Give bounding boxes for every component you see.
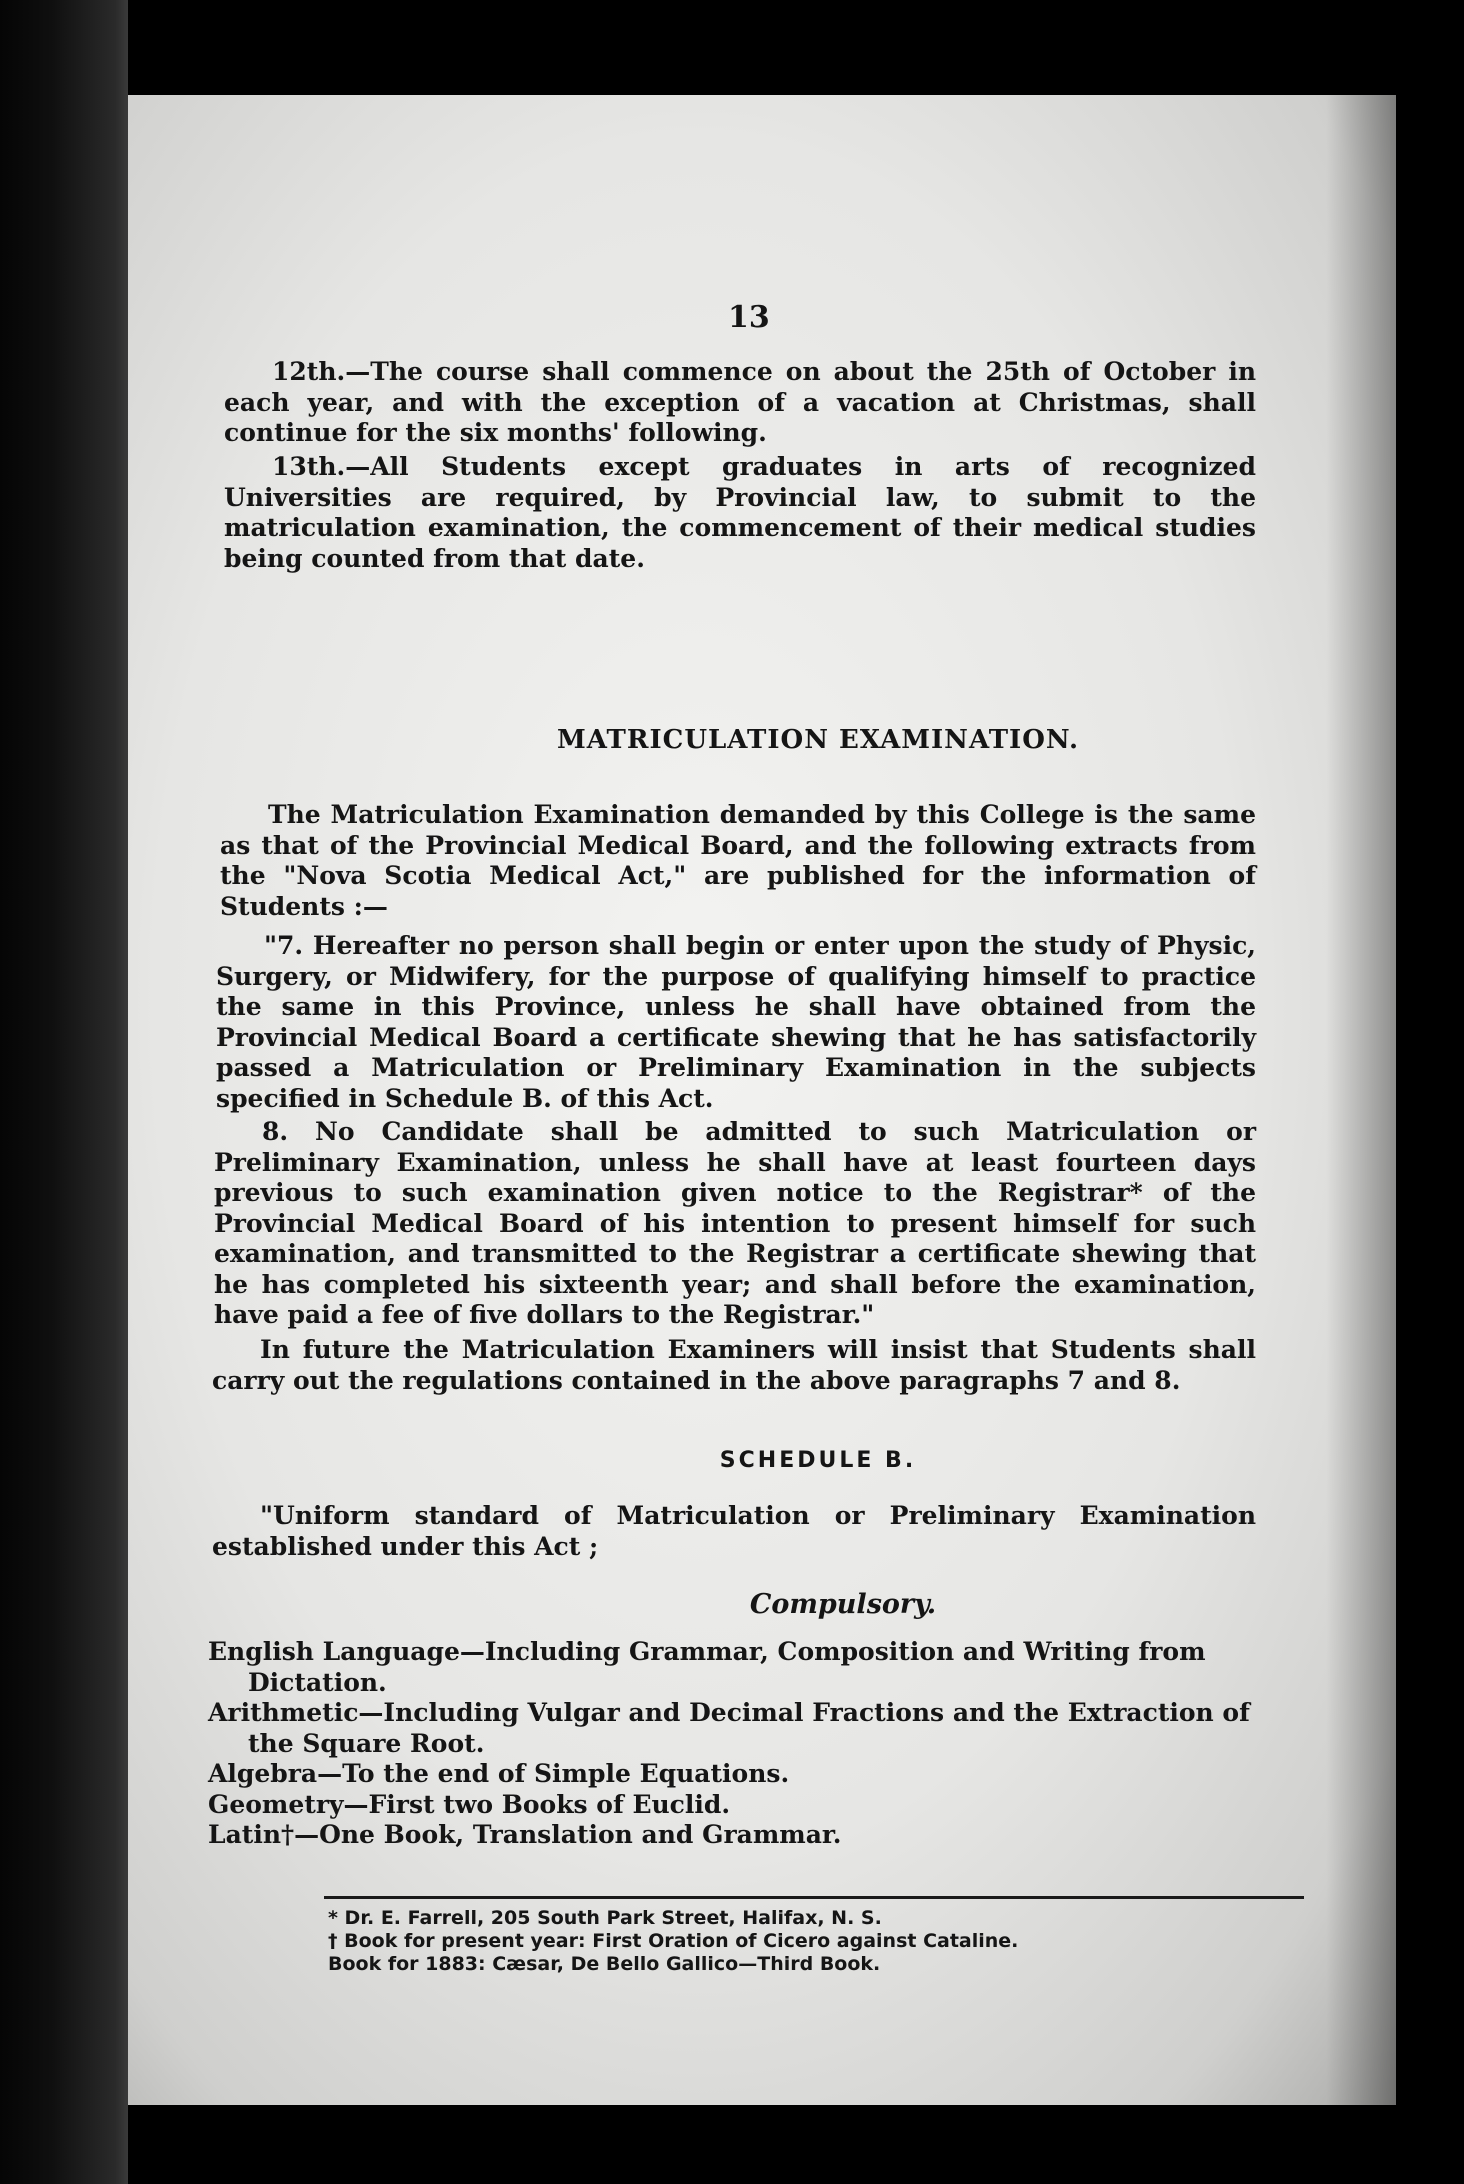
clause-7: "7. Hereafter no person shall begin or enter upon the study of Physic, Surgery, or Midwifery, for the purpose of qualifying himself to practice the same in this Province, unless he shall have obtained from the Provincial Medical Board a certificate shewing that he has satisfactorily passed a Matriculation or Preliminary Examination in the subjects specified in Schedule B. of this Act. (216, 931, 1256, 1113)
footnote-1883-book: Book for 1883: Cæsar, De Bello Gallico—Third Book. (328, 1953, 881, 1975)
heading-matriculation-examination: MATRICULATION EXAMINATION. (556, 725, 1080, 755)
paragraph-12th: 12th.—The course shall commence on about the 25th of October in each year, and with the exception of a vacation at Christmas, shall continue for the six months' following. (224, 357, 1256, 447)
compulsory-label: Compulsory. (749, 1589, 937, 1620)
future-note: In future the Matriculation Examiners will insist that Students shall carry out the regulations contained in the above paragraphs 7 and 8. (212, 1335, 1256, 1395)
subject-algebra: Algebra—To the end of Simple Equations. (208, 1759, 790, 1788)
footnotes (328, 1907, 1018, 1976)
uniform-standard: "Uniform standard of Matriculation or Preliminary Examination established under this Act ; (212, 1501, 1256, 1561)
document-page (128, 95, 1396, 2105)
subject-latin: Latin†—One Book, Translation and Grammar. (208, 1820, 842, 1849)
subject-geometry: Geometry—First two Books of Euclid. (208, 1789, 731, 1819)
film-border (0, 0, 128, 2184)
paragraph-13th: 13th.—All Students except graduates in arts of recognized Universities are required, by Provincial law, to submit to the matriculation examination, the commencement of their medical studies being counted from that date. (224, 452, 1256, 573)
page-number: 13 (728, 300, 770, 335)
clause-8: 8. No Candidate shall be admitted to such Matriculation or Preliminary Examination, unless he shall have at least fourteen days previous to such examination given notice to the Registrar* of the Provincial Medical Board of his intention to present himself for such examination, and transmitted to the Registrar a certificate shewing that he has completed his sixteenth year; and shall before the examination, have paid a fee of five dollars to the Registrar." (214, 1117, 1256, 1329)
subject-english: English Language—Including Grammar, Composition and Writing from Dictation. (208, 1637, 1206, 1697)
subject-list (208, 1637, 1256, 1851)
heading-schedule-b: SCHEDULE B. (719, 1448, 917, 1473)
footnote-rule (324, 1896, 1304, 1899)
footnote-present-book: † Book for present year: First Oration of Cicero against Cataline. (328, 1930, 1019, 1952)
footnote-registrar: * Dr. E. Farrell, 205 South Park Street, Halifax, N. S. (328, 1907, 882, 1929)
intro-paragraph: The Matriculation Examination demanded by this College is the same as that of the Provincial Medical Board, and the following extracts from the "Nova Scotia Medical Act," are published for the information of Students :— (220, 800, 1256, 921)
page-shadow (1326, 95, 1396, 2105)
subject-arithmetic: Arithmetic—Including Vulgar and Decimal Fractions and the Extraction of the Square Root. (208, 1698, 1250, 1758)
